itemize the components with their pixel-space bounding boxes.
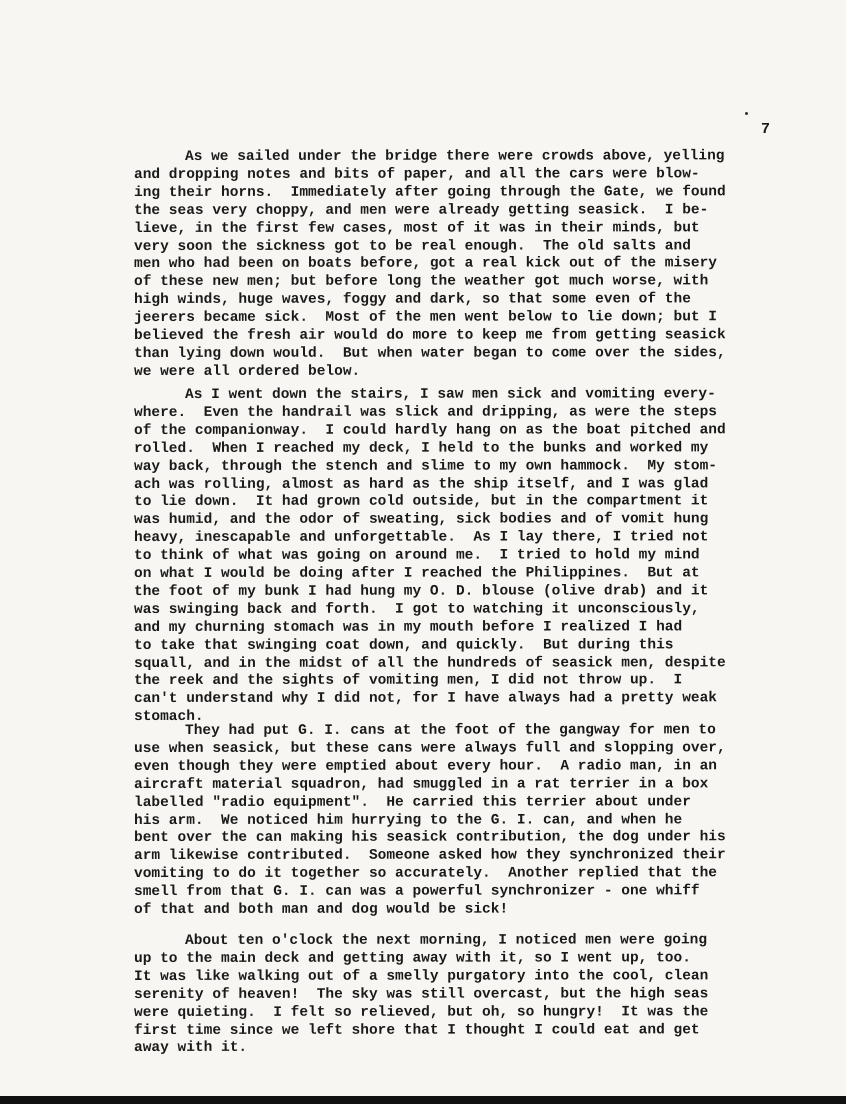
text-line: of that and both man and dog would be sick! [134,901,509,918]
page-number: 7 [761,121,771,138]
text-line: very soon the sickness got to be real enough. The old salts and [134,237,691,255]
text-line: vomiting to do it together so accurately. Another replied that the [134,865,717,883]
text-line: where. Even the handrail was slick and dripping, as were the steps [134,404,717,421]
text-line: As we sailed under the bridge there were crowds above, yelling [185,148,725,165]
text-line: his arm. We noticed him hurrying to the G. I. can, and when he [134,811,683,829]
text-line: even though they were emptied about every hour. A radio man, in an [134,758,717,775]
text-line: labelled "radio equipment". He carried this terrier about under [134,793,691,811]
text-line: ing their horns. Immediately after going through the Gate, we found [134,184,726,201]
text-line: high winds, huge waves, foggy and dark, so that some even of the [134,291,691,309]
text-line: ach was rolling, almost as hard as the ship itself, and I was glad [134,475,709,493]
text-line: jeerers became sick. Most of the men went below to lie down; but I [134,309,717,327]
text-line: the foot of my bunk I had hung my O. D. blouse (olive drab) and it [134,583,709,600]
text-line: were quieting. I felt so relieved, but oh, so hungry! It was the [134,1003,709,1021]
text-line: to think of what was going on around me. I tried to hold my mind [134,547,700,565]
text-line: smell from that G. I. can was a powerful synchronizer - one whiff [134,883,700,901]
text-line: of these new men; but before long the weather got much worse, with [134,273,709,291]
text-line: can't understand why I did not, for I have always had a pretty weak [134,690,717,708]
text-line: bent over the can making his seasick contribution, the dog under his [134,829,726,847]
text-line: squall, and in the midst of all the hundreds of seasick men, despite [134,654,726,672]
text-line: They had put G. I. cans at the foot of the gangway for men to [185,722,716,739]
text-line: was swinging back and forth. I got to watching it unconsciously, [134,601,700,618]
text-line: the seas very choppy, and men were already getting seasick. I be- [134,201,709,219]
text-line: heavy, inescapable and unforgettable. As I lay there, I tried not [134,529,709,547]
text-line: was humid, and the odor of sweating, sick bodies and of vomit hung [134,511,709,529]
text-line: and my churning stomach was in my mouth before I realized I had [134,619,683,636]
text-line: on what I would be doing after I reached the Philippines. But at [134,565,700,582]
text-line: stomach. [134,709,204,726]
text-line: up to the main deck and getting away with it, so I went up, too. [134,950,691,967]
text-line: to lie down. It had grown cold outside, but in the compartment it [134,493,709,511]
text-line: than lying down would. But when water began to come over the sides, [134,345,726,362]
text-line: aircraft material squadron, had smuggled in a rat terrier in a box [134,775,709,793]
text-line: use when seasick, but these cans were always full and slopping over, [134,740,726,757]
text-line: It was like walking out of a smelly purgatory into the cool, clean [134,968,709,985]
text-line: of the companionway. I could hardly hang on as the boat pitched and [134,422,726,439]
text-line: and dropping notes and bits of paper, and all the cars were blow- [134,166,700,183]
scan-edge [0,1096,846,1104]
text-line: we were all ordered below. [134,363,361,380]
text-line: rolled. When I reached my deck, I held to the bunks and worked my [134,439,709,457]
text-line: lieve, in the first few cases, most of it was in their minds, but [134,219,700,237]
text-line: arm likewise contributed. Someone asked how they synchronized their [134,847,726,865]
text-line: to take that swinging coat down, and quickly. But during this [134,636,674,654]
ink-speck [745,112,748,115]
text-line: serenity of heaven! The sky was still overcast, but the high seas [134,985,709,1003]
text-line: the reek and the sights of vomiting men, I did not throw up. I [134,672,683,690]
text-line: men who had been on boats before, got a real kick out of the misery [134,255,717,273]
text-line: believed the fresh air would do more to keep me from getting seasick [134,327,726,344]
text-line: As I went down the stairs, I saw men sick and vomiting every- [185,386,716,403]
text-line: way back, through the stench and slime to my own hammock. My stom- [134,457,717,475]
text-line: away with it. [134,1040,248,1057]
text-line: first time since we left shore that I thought I could eat and get [134,1021,700,1039]
text-line: About ten o'clock the next morning, I noticed men were going [185,932,708,949]
